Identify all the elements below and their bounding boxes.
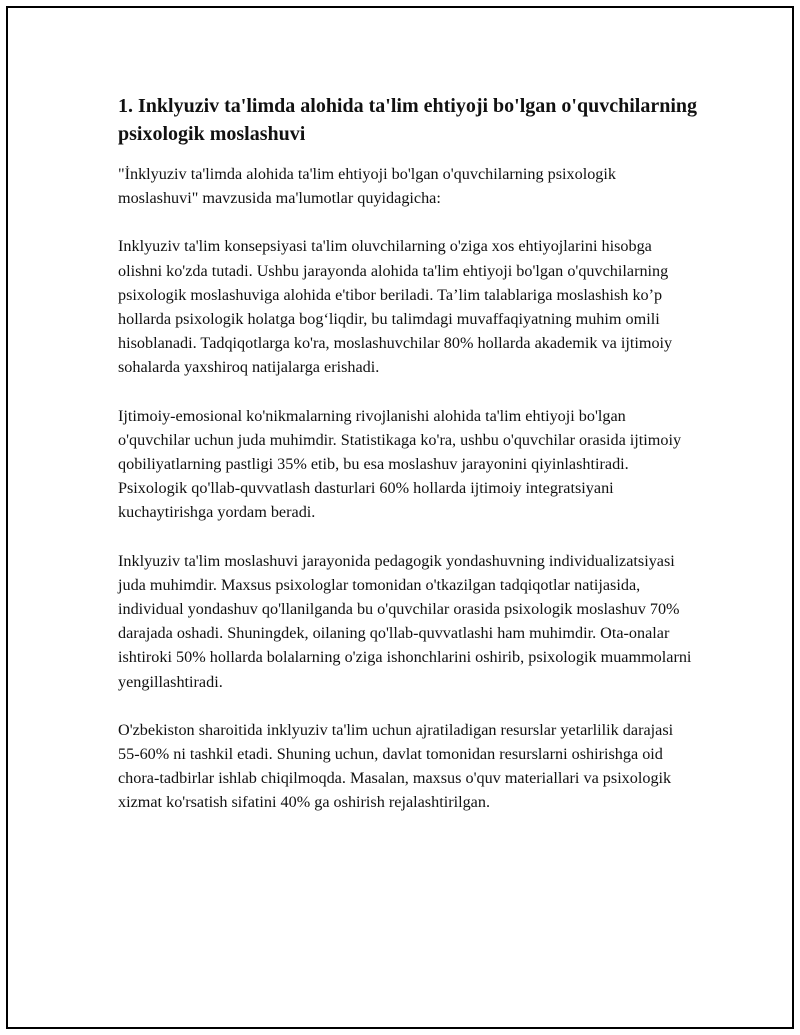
intro-paragraph: "İnklyuziv ta'limda alohida ta'lim ehtiyoji bo'lgan o'quvchilarning psixologik moslashuvi" mavzusida ma'lumotlar quyidagicha:	[118, 165, 616, 208]
paragraph-resources: O'zbekiston sharoitida inklyuziv ta'lim uchun ajratiladigan resurslar yetarlilik darajasi 55-60% ni tashkil etadi. Shuning uchun, davlat tomonidan resurslarni oshirishga oid chora-tadbirlar ishlab chiqilmoqda. Masalan, maxsus o'quv materiallari va psixologik xizmat ko'rsatish sifatini 40% ga oshirish rejalashtirilgan.	[118, 720, 674, 812]
paragraph-individualization: Inklyuziv ta'lim moslashuvi jarayonida pedagogik yondashuvning individualizatsiyasi juda muhimdir. Maxsus psixologlar tomonidan o'tkazilgan tadqiqotlar natijasida, individual yondashuv qo'llanilganda bu o'quvchilar orasida psixologik moslashuv 70% darajada oshadi. Shuningdek, oilaning qo'llab-quvvatlashi ham muhimdir. Ota-onalar ishtiroki 50% hollarda bolalarning o'ziga ishonchlarini oshirib, psixologik muammolarni yengillashtiradi.	[118, 551, 692, 691]
paragraph-social-emotional: Ijtimoiy-emosional ko'nikmalarning rivojlanishi alohida ta'lim ehtiyoji bo'lgan o'quvchilar uchun juda muhimdir. Statistikaga ko'ra, ushbu o'quvchilar orasida ijtimoiy qobiliyatlarning pastligi 35% etib, bu esa moslashuv jarayonini qiyinlashtiradi. Psixologik qo'llab-quvvatlash dasturlari 60% hollarda ijtimoiy integratsiyani kuchaytirishga yordam beradi.	[118, 406, 682, 522]
document-title: 1. Inklyuziv ta'limda alohida ta'lim ehtiyoji bo'lgan o'quvchilarning psixologik moslashuvi	[118, 95, 697, 145]
paragraph-concept: Inklyuziv ta'lim konsepsiyasi ta'lim oluvchilarning o'ziga xos ehtiyojlarini hisobga olishni ko'zda tutadi. Ushbu jarayonda alohida ta'lim ehtiyoji bo'lgan o'quvchilarning psixologik moslashuviga alohida e'tibor beriladi. Ta’lim talablariga moslashish ko’p hollarda psixologik holatga bog‘liqdir, bu talimdagi muvaffaqiyatning muhim omili hisoblanadi. Tadqiqotlarga ko'ra, moslashuvchilar 80% hollarda akademik va ijtimoiy sohalarda yaxshiroq natijalarga erishadi.	[118, 237, 673, 377]
document-body	[118, 92, 698, 839]
